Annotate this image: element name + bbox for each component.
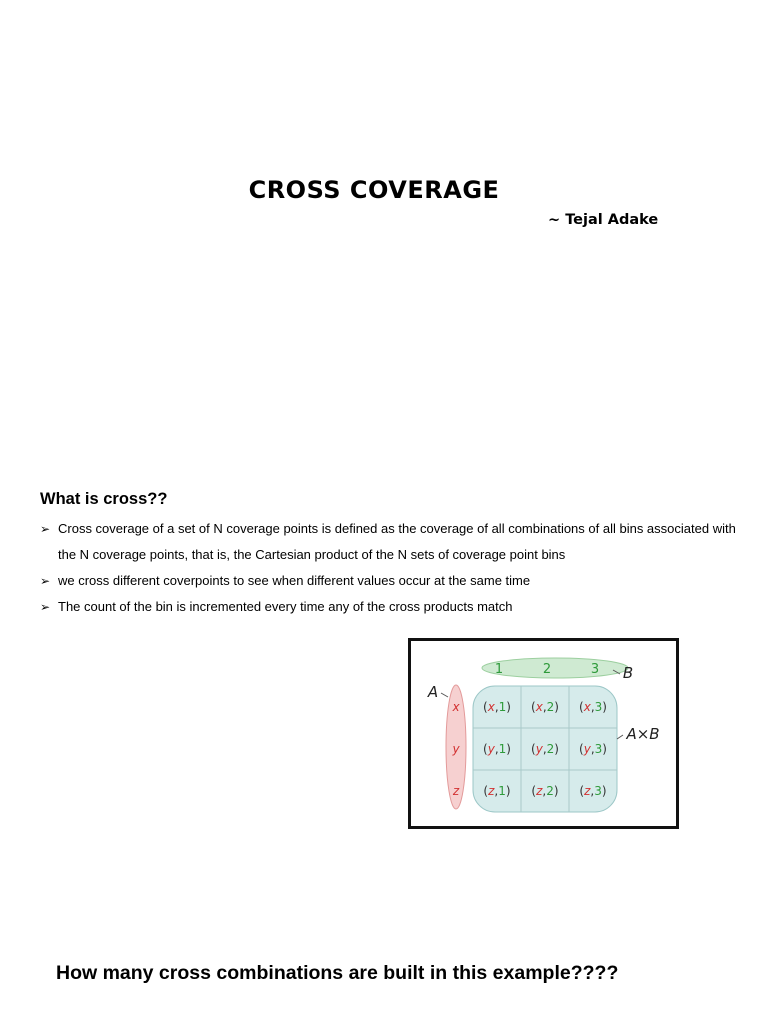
set-a-element: z bbox=[452, 784, 460, 798]
cartesian-product-diagram bbox=[408, 638, 679, 829]
cell-part: y bbox=[487, 742, 495, 756]
cell-part: x bbox=[535, 700, 543, 714]
product-cell bbox=[483, 742, 511, 756]
cell-part: 2 bbox=[546, 700, 555, 714]
product-connector bbox=[617, 735, 623, 739]
author-line: ~ Tejal Adake bbox=[548, 212, 659, 228]
cell-part: x bbox=[487, 700, 495, 714]
cell-part: 1 bbox=[498, 784, 506, 798]
cell-part: , bbox=[590, 784, 595, 798]
cell-part: , bbox=[542, 784, 547, 798]
set-b-element: 2 bbox=[542, 662, 552, 677]
product-cell bbox=[579, 784, 606, 798]
cell-part: z bbox=[488, 784, 495, 798]
cell-part: y bbox=[535, 742, 543, 756]
cell-part: ( bbox=[483, 784, 489, 798]
cell-part: z bbox=[536, 784, 543, 798]
cell-part: ) bbox=[602, 742, 607, 756]
set-a-label: A bbox=[427, 683, 439, 701]
cell-part: ( bbox=[483, 742, 488, 756]
set-b-ellipse bbox=[482, 658, 628, 678]
cell-part: , bbox=[494, 742, 499, 756]
cell-part: , bbox=[494, 700, 499, 714]
cell-part: 3 bbox=[594, 742, 603, 756]
bullet-text: The count of the bin is incremented every time any of the cross products match bbox=[58, 599, 513, 614]
set-b-element: 1 bbox=[494, 662, 504, 677]
bullet-item bbox=[40, 568, 752, 594]
cell-part: ( bbox=[579, 742, 584, 756]
bullet-item bbox=[40, 594, 752, 620]
set-b-label: B bbox=[622, 664, 634, 682]
cell-part: ( bbox=[483, 700, 488, 714]
arrow-bullet-icon: ➢ bbox=[40, 522, 51, 536]
cell-part: x bbox=[583, 700, 591, 714]
diagram-canvas bbox=[411, 641, 676, 826]
cell-part: 2 bbox=[546, 784, 554, 798]
cell-part: ) bbox=[602, 700, 607, 714]
product-cell bbox=[483, 700, 511, 714]
cell-part: ) bbox=[601, 784, 607, 798]
product-label: A×B bbox=[626, 725, 660, 743]
cell-part: ( bbox=[531, 700, 536, 714]
set-b-element: 3 bbox=[590, 662, 600, 677]
cell-part: , bbox=[590, 700, 595, 714]
product-cell bbox=[531, 742, 559, 756]
bullet-list bbox=[40, 516, 752, 620]
arrow-bullet-icon: ➢ bbox=[40, 600, 51, 614]
product-cell bbox=[579, 700, 607, 714]
document-title: CROSS COVERAGE bbox=[248, 176, 500, 204]
product-cell bbox=[531, 700, 559, 714]
set-a-connector bbox=[441, 693, 448, 697]
product-cell bbox=[483, 784, 510, 798]
cell-part: 3 bbox=[594, 700, 603, 714]
cell-part: 1 bbox=[498, 742, 507, 756]
cell-part: , bbox=[542, 700, 547, 714]
cell-part: , bbox=[494, 784, 499, 798]
cell-part: ( bbox=[579, 784, 585, 798]
cell-part: ) bbox=[506, 742, 511, 756]
cell-part: , bbox=[542, 742, 547, 756]
set-a-element: y bbox=[452, 742, 460, 756]
cell-part: ) bbox=[554, 742, 559, 756]
cell-part: ) bbox=[554, 700, 559, 714]
product-cell bbox=[579, 742, 607, 756]
cell-part: y bbox=[583, 742, 591, 756]
product-cell bbox=[531, 784, 558, 798]
bullet-item bbox=[40, 516, 752, 568]
set-a-element: x bbox=[452, 700, 460, 714]
cell-part: ) bbox=[553, 784, 559, 798]
cell-part: ) bbox=[506, 700, 511, 714]
question-text: How many cross combinations are built in this example???? bbox=[56, 962, 619, 984]
cell-part: z bbox=[584, 784, 591, 798]
bullet-text: we cross different coverpoints to see when different values occur at the same time bbox=[58, 573, 531, 588]
section-heading: What is cross?? bbox=[40, 490, 168, 508]
arrow-bullet-icon: ➢ bbox=[40, 574, 51, 588]
bullet-text: Cross coverage of a set of N coverage points is defined as the coverage of all combinations of all bins associated with the N coverage points, that is, the Cartesian product of the N sets of coverage point bins bbox=[58, 521, 736, 562]
cell-part: ( bbox=[531, 784, 537, 798]
cell-part: ( bbox=[579, 700, 584, 714]
cell-part: 3 bbox=[594, 784, 602, 798]
cell-part: 2 bbox=[546, 742, 555, 756]
cell-part: ) bbox=[505, 784, 511, 798]
cell-part: 1 bbox=[498, 700, 507, 714]
cell-part: , bbox=[590, 742, 595, 756]
cell-part: ( bbox=[531, 742, 536, 756]
